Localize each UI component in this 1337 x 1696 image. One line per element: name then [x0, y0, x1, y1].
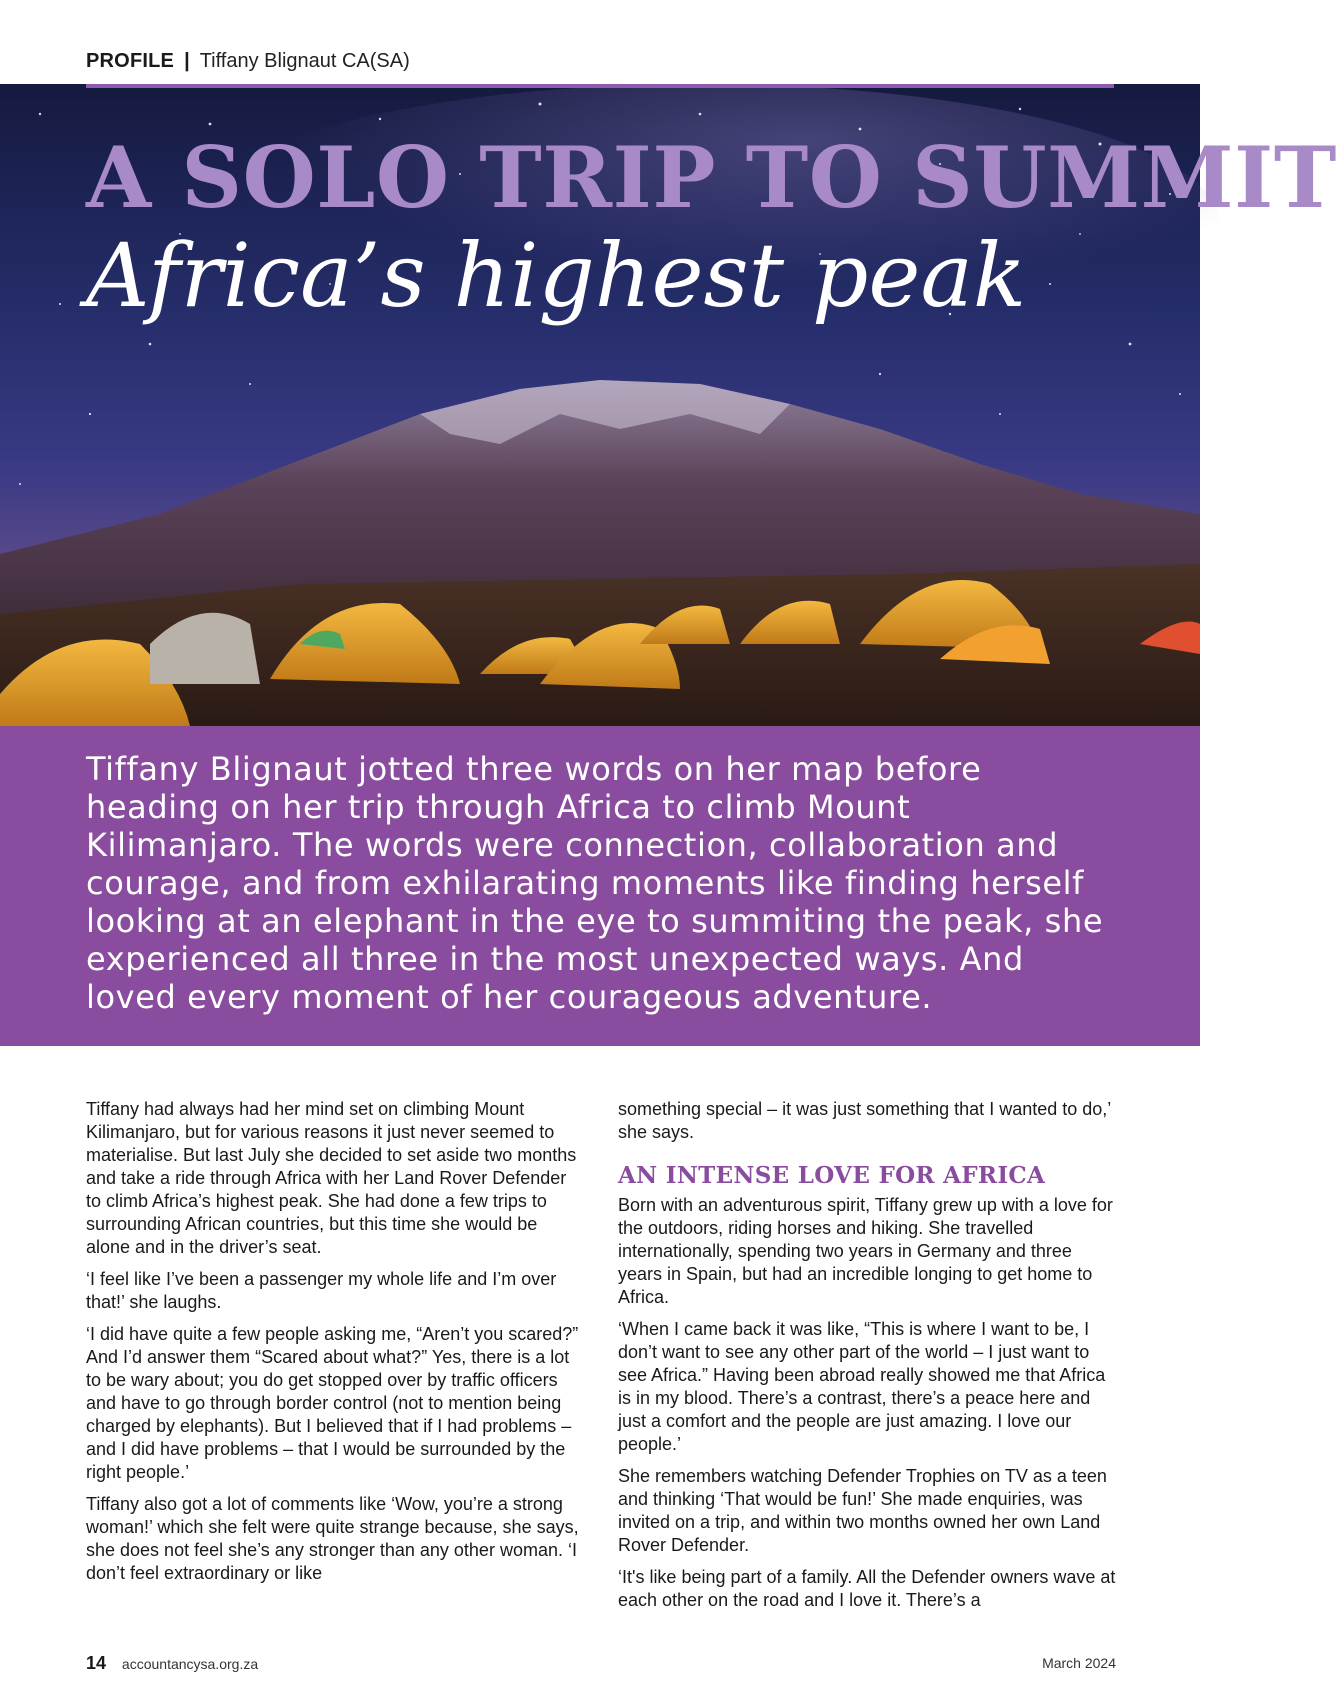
section-label: PROFILE [86, 50, 175, 72]
body-column-left [86, 1098, 584, 1594]
standfirst-text: Tiffany Blignaut jotted three words on her map before heading on her trip through Africa to climb Mount Kilimanjaro. The words were connection, collaboration and courage, and from exhilarating moments like finding herself looking at an elephant in the eye to summiting the peak, she experienced all three in the most unexpected ways. And loved every moment of her courageous adventure. [86, 750, 1104, 1016]
body-paragraph: She remembers watching Defender Trophies on TV as a teen and thinking ‘That would be fun!’ She made enquiries, was invited on a trip, and within two months owned her own Land Rover Defender. [618, 1466, 1107, 1555]
body-paragraph: ‘I feel like I’ve been a passenger my whole life and I’m over that!’ she laughs. [86, 1269, 557, 1312]
page-number: 14 [86, 1653, 107, 1673]
footer-date: March 2024 [1042, 1655, 1116, 1671]
headline-line-2: Africa’s highest peak [86, 224, 1027, 327]
section-heading: AN INTENSE LOVE FOR AFRICA [618, 1162, 1046, 1189]
body-paragraph: Tiffany had always had her mind set on climbing Mount Kilimanjaro, but for various reasons it just never seemed to materialise. But last July she decided to set aside two months and take a ride through Africa with her Land Rover Defender to climb Africa’s highest peak. She had done a few trips to surrounding African countries, but this time she would be alone and in the driver’s seat. [86, 1099, 577, 1257]
body-paragraph: Tiffany also got a lot of comments like ‘Wow, you’re a strong woman!’ which she felt were quite strange because, she says, she does not feel she’s any stronger than any other woman. ‘I don’t feel extraordinary or like [86, 1494, 579, 1583]
body-paragraph: ‘When I came back it was like, “This is where I want to be, I don’t want to see any other part of the world – I just want to see Africa.” Having been abroad really showed me that Africa is in my blood. There’s a contrast, there’s a peace here and just a comfort and the people are just amazing. I love our people.’ [618, 1319, 1106, 1454]
body-column-right [618, 1098, 1118, 1621]
body-paragraph: ‘I did have quite a few people asking me, “Aren’t you scared?” And I’d answer them “Scared about what?” Yes, there is a lot to be wary about; you do get stopped over by traffic officers and have to go through border control (not to mention being charged by elephants). But I believed that if I had problems – and I did have problems – that I would be surrounded by the right people.’ [86, 1324, 579, 1482]
standfirst-box [0, 726, 1200, 1046]
page-header [86, 46, 410, 76]
headline-line-1: A SOLO TRIP TO SUMMIT [86, 128, 1337, 227]
header-separator: | [184, 50, 190, 72]
body-paragraph: something special – it was just something that I wanted to do,’ she says. [618, 1099, 1111, 1142]
header-author: Tiffany Blignaut CA(SA) [199, 50, 410, 72]
body-paragraph: ‘It's like being part of a family. All the Defender owners wave at each other on the road and I love it. There’s a [618, 1567, 1116, 1610]
body-paragraph: Born with an adventurous spirit, Tiffany grew up with a love for the outdoors, riding horses and hiking. She travelled internationally, spending two years in Germany and three years in Spain, but had an incredible longing to get home to Africa. [618, 1195, 1113, 1307]
page-footer [86, 1650, 1116, 1676]
hero-top-rule [86, 84, 1114, 88]
footer-website-link[interactable]: accountancysa.org.za [121, 1656, 259, 1672]
